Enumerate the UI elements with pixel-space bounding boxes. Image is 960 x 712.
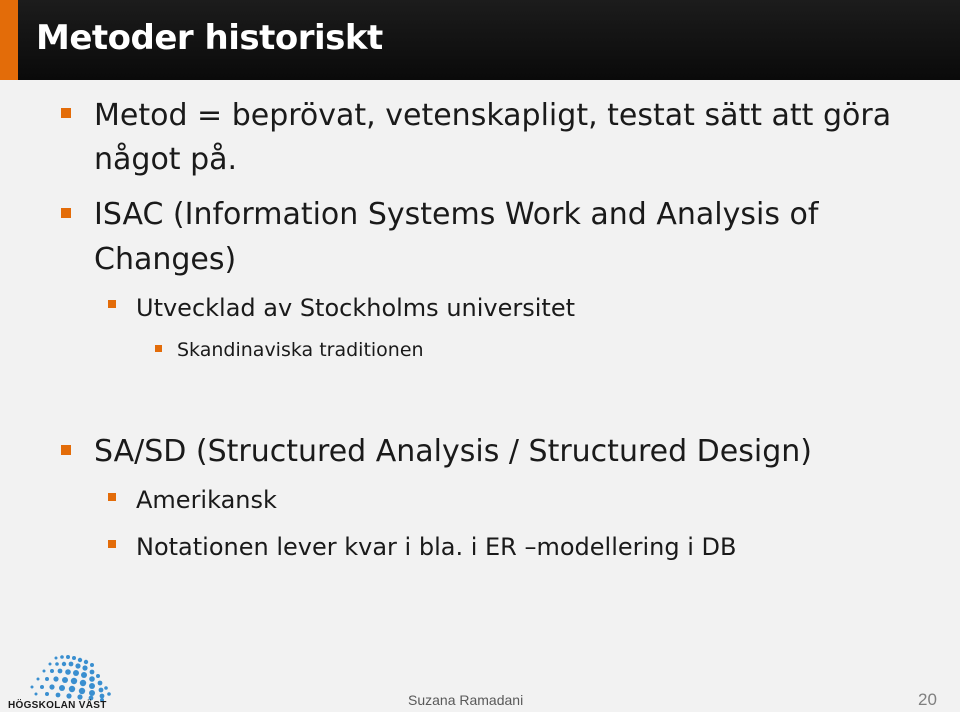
bullet-text: SA/SD (Structured Analysis / Structured Design) xyxy=(94,434,812,469)
logo-text: HÖGSKOLAN VÄST xyxy=(8,700,107,711)
sub-sub-bullet-marker xyxy=(155,345,162,352)
sub-bullet-text: Notationen lever kvar i bla. i ER –modellering i DB xyxy=(136,533,737,561)
sub-sub-bullet-text: Skandinaviska traditionen xyxy=(177,339,424,361)
sub-bullet-marker xyxy=(108,493,116,501)
bullet-text-continuation: Changes) xyxy=(94,242,237,277)
sub-bullet-text: Utvecklad av Stockholms universitet xyxy=(136,294,575,322)
bullet-text-continuation: något på. xyxy=(94,142,238,177)
footer-author: Suzana Ramadani xyxy=(408,692,524,708)
sub-bullet-marker xyxy=(108,540,116,548)
sub-bullet-text: Amerikansk xyxy=(136,486,277,514)
sub-bullet-marker xyxy=(108,300,116,308)
bullet-marker xyxy=(61,108,71,118)
bullet-text: Metod = beprövat, vetenskapligt, testat sätt att göra xyxy=(94,98,892,133)
title-accent-stripe xyxy=(0,0,18,80)
page-number: 20 xyxy=(918,690,937,709)
bullet-text: ISAC (Information Systems Work and Analysis of xyxy=(94,197,819,232)
bullet-marker xyxy=(61,208,71,218)
slide-title: Metoder historiskt xyxy=(36,18,383,58)
bullet-marker xyxy=(61,445,71,455)
